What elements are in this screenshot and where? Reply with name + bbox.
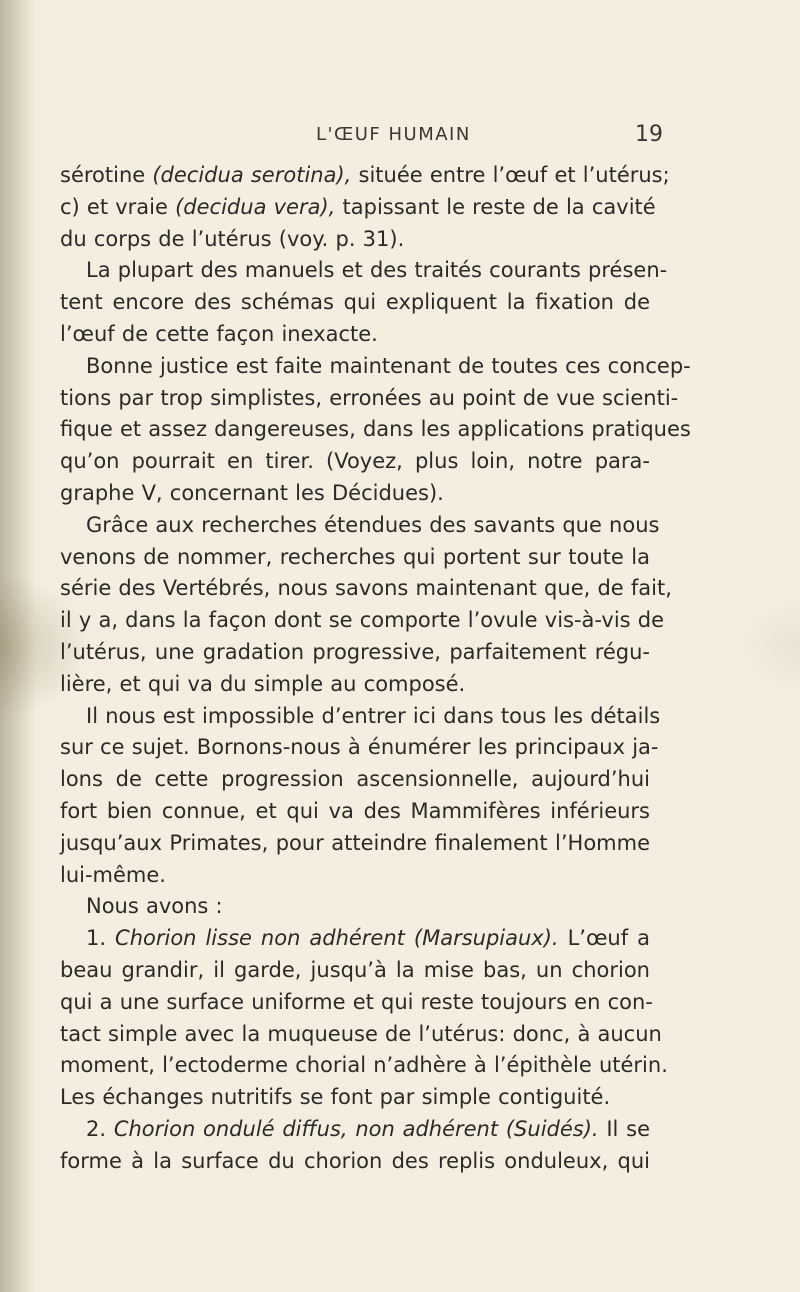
text-line: l’œuf de cette façon inexacte.: [60, 321, 378, 346]
text-line: fort bien connue, et qui va des Mammifères inférieurs: [60, 798, 650, 823]
running-head: [0, 122, 800, 152]
text-line: tact simple avec la muqueuse de l’utérus: donc, à aucun: [60, 1021, 662, 1046]
text-line: Bonne justice est faite maintenant de toutes ces concep-: [86, 353, 691, 378]
text-line: jusqu’aux Primates, pour atteindre finalement l’Homme: [60, 830, 650, 855]
text-line: Il nous est impossible d’entrer ici dans tous les détails: [86, 703, 661, 728]
text-line: qu’on pourrait en tirer. (Voyez, plus loin, notre para-: [60, 449, 650, 474]
text-line: venons de nommer, recherches qui portent sur toute la: [60, 544, 650, 569]
text-line: c) et vraie (decidua vera), tapissant le reste de la cavité: [60, 194, 656, 219]
text-line: graphe V, concernant les Décidues).: [60, 480, 444, 505]
text-line: beau grandir, il garde, jusqu’à la mise bas, un chorion: [60, 957, 650, 982]
text-line: Les échanges nutritifs se font par simple contiguité.: [60, 1085, 611, 1110]
running-title: L'ŒUF HUMAIN: [316, 124, 471, 145]
text-line: du corps de l’utérus (voy. p. 31).: [60, 226, 405, 251]
text-line: l’utérus, une gradation progressive, parfaitement régu-: [60, 639, 650, 664]
spine-shadow: [0, 0, 36, 1292]
page-number: 19: [635, 122, 663, 147]
text-line: fique et assez dangereuses, dans les applications pratiques: [60, 417, 691, 442]
text-line: lui-même.: [60, 862, 166, 887]
text-line: lière, et qui va du simple au composé.: [60, 671, 466, 696]
text-line: moment, l’ectoderme chorial n’adhère à l’épithèle utérin.: [60, 1053, 668, 1078]
text-line: sérotine (decidua serotina), située entre l’œuf et l’utérus;: [60, 163, 670, 187]
text-line: qui a une surface uniforme et qui reste toujours en con-: [60, 989, 653, 1014]
text-line: série des Vertébrés, nous savons maintenant que, de fait,: [60, 576, 672, 601]
body-text: [60, 160, 691, 1178]
text-line: forme à la surface du chorion des replis onduleux, qui: [60, 1148, 650, 1173]
text-line: tions par trop simplistes, erronées au point de vue scienti-: [60, 385, 679, 410]
text-line: tent encore des schémas qui expliquent la fixation de: [60, 290, 650, 315]
text-line: 2. Chorion ondulé diffus, non adhérent (Suidés). Il se: [86, 1116, 651, 1141]
text-line: La plupart des manuels et des traités courants présen-: [86, 258, 668, 283]
text-line: il y a, dans la façon dont se comporte l’ovule vis-à-vis de: [60, 608, 665, 633]
text-line: Grâce aux recherches étendues des savants que nous: [86, 512, 660, 537]
text-line: sur ce sujet. Bornons-nous à énumérer les principaux ja-: [60, 735, 659, 760]
text-line: 1. Chorion lisse non adhérent (Marsupiaux). L’œuf a: [86, 926, 650, 951]
text-line: Nous avons :: [86, 894, 223, 919]
text-line: lons de cette progression ascensionnelle, aujourd’hui: [60, 767, 650, 792]
